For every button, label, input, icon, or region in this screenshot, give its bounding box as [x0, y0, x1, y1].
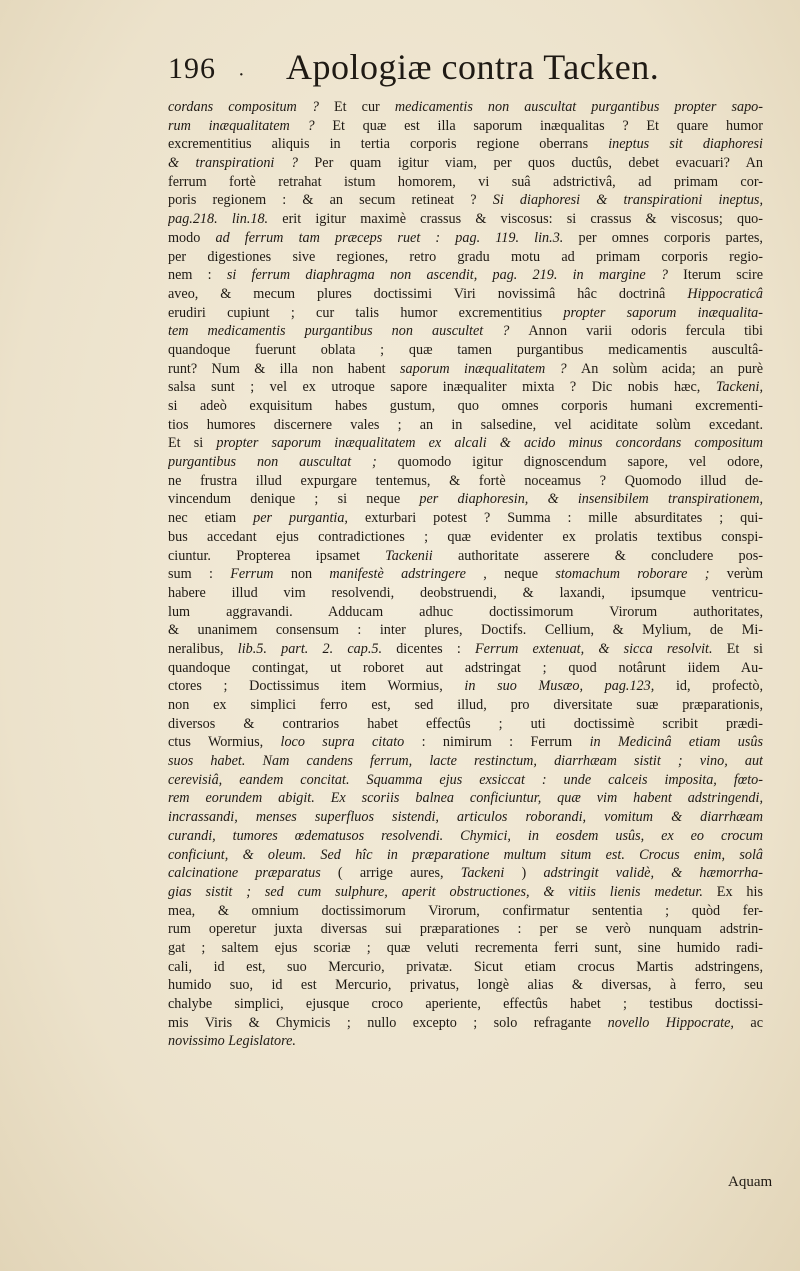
text-line: [168, 490, 763, 509]
text-run: ctores ; Doctissimus item Wormius,: [168, 678, 465, 695]
text-line: [168, 958, 763, 977]
text-line: [168, 173, 763, 192]
text-line: [168, 341, 763, 360]
text-line: [168, 659, 763, 678]
text-line: [168, 771, 763, 790]
italic-run: adstringit validè, & hæmorrha-: [543, 865, 763, 882]
text-line: [168, 191, 763, 210]
italic-run: conficiunt, & oleum. Sed hîc in præparatione multum situm est. Crocus enim, solâ: [168, 846, 763, 863]
italic-run: rum inæqualitatem ?: [168, 117, 333, 134]
text-line: [168, 397, 763, 416]
text-run: & unanimem consensum : inter plures, Doctifs. Cellium, & Mylium, de Mi-: [168, 622, 763, 639]
text-run: diversos & contrarios habet effectûs ; uti doctissimè scribit prædi-: [168, 715, 763, 732]
italic-run: per purgantia,: [253, 510, 365, 527]
text-line: [168, 827, 763, 846]
page-header: [168, 46, 728, 96]
text-line: [168, 285, 763, 304]
text-line: [168, 808, 763, 827]
text-run: Et si: [168, 435, 217, 452]
italic-run: novello Hippocrate,: [607, 1014, 751, 1031]
italic-run: lib.5. part. 2. cap.5.: [237, 640, 397, 657]
text-line: [168, 752, 763, 771]
italic-run: medicamentis non auscultat purgantibus propter sapo-: [394, 99, 763, 115]
text-line: [168, 920, 763, 939]
italic-run: Tackenii: [385, 547, 458, 564]
text-run: poris regionem : & an secum retineat ?: [168, 192, 493, 209]
text-line: [168, 715, 763, 734]
text-run: mea, & omnium doctissimorum Virorum, confirmatur sententia ; quòd fer-: [168, 902, 763, 919]
italic-run: novissimo Legislatore.: [168, 1033, 296, 1050]
header-separator: ·: [238, 64, 245, 86]
text-run: cali, id est, suo Mercurio, privatæ. Sicut etiam crocus Martis adstringens,: [168, 958, 763, 975]
text-run: : nimirum : Ferrum: [421, 734, 590, 751]
italic-run: & transpirationi ?: [168, 155, 315, 172]
text-run: ctus Wormius,: [168, 734, 281, 751]
text-run: rum operetur juxta diversas sui præparationes : per se verò nunquam adstrin-: [168, 921, 763, 938]
italic-run: pag.218. lin.18.: [168, 211, 283, 228]
text-line: [168, 528, 763, 547]
body-text: [168, 98, 763, 1051]
italic-run: Hippocraticâ: [687, 285, 763, 302]
text-run: Per quam igitur viam, per quos ductûs, debet evacuari? An: [314, 155, 763, 172]
text-run: authoritate asserere & concludere pos-: [457, 547, 763, 564]
text-run: non: [290, 566, 330, 583]
text-line: [168, 1032, 763, 1051]
text-line: [168, 360, 763, 379]
italic-run: curandi, tumores œdematusos resolvendi. Chymici, in eosdem usûs, ex eo crocum: [168, 827, 763, 844]
italic-run: si ferrum diaphragma non ascendit, pag. 219. in margine ?: [226, 267, 684, 284]
text-line: [168, 640, 763, 659]
text-run: si adeò exquisitum habes gustum, quo omnes corporis humani excrementi-: [168, 398, 763, 414]
text-run: salsa sunt ; vel ex utroque sapore inæqualiter mixta ? Dic nobis hæc,: [168, 379, 716, 396]
italic-run: Tackeni: [460, 865, 522, 882]
text-line: [168, 995, 763, 1014]
text-line: [168, 304, 763, 323]
text-run: aveo, & mecum plures doctissimi Viri novissimâ hâc doctrinâ: [168, 285, 688, 302]
italic-run: tem medicamentis purgantibus non auscultet ?: [168, 323, 529, 340]
italic-run: manifestè adstringere: [329, 566, 484, 583]
text-line: [168, 378, 763, 397]
italic-run: loco supra citato: [280, 734, 422, 751]
text-line: [168, 1014, 763, 1033]
text-run: tios humores discernere vales ; an in salsedine, vel aciditate solùm excedant.: [168, 416, 763, 433]
italic-run: ineptus sit diaphoresi: [608, 136, 763, 153]
text-line: [168, 135, 763, 154]
text-line: [168, 434, 763, 453]
text-line: [168, 902, 763, 921]
italic-run: stomachum roborare ;: [555, 566, 727, 583]
text-run: ciuntur. Propterea ipsamet: [168, 547, 386, 564]
text-run: sum :: [168, 566, 231, 583]
text-run: erit igitur maximè crassus & viscosus: si crassus & viscosus; quo-: [282, 211, 763, 228]
text-run: id, profectò,: [675, 678, 763, 695]
text-run: chalybe simplici, ejusque croco aperiente, effectûs habet ; testibus doctissi-: [168, 996, 763, 1012]
text-line: [168, 733, 763, 752]
italic-run: in suo Musæo, pag.123,: [464, 678, 676, 695]
text-line: [168, 472, 763, 491]
text-line: [168, 789, 763, 808]
italic-run: Ferrum extenuat, & sicca resolvit.: [475, 640, 727, 657]
text-run: quandoque contingat, ut roboret aut adstringat ; quod notârunt iidem Au-: [168, 659, 763, 676]
italic-run: Tackeni,: [715, 379, 763, 396]
text-run: mis Viris & Chymicis ; nullo excepto ; solo refragante: [168, 1014, 608, 1031]
text-run: nec etiam: [168, 510, 254, 527]
text-line: [168, 248, 763, 267]
text-run: nem :: [168, 267, 227, 284]
text-line: [168, 621, 763, 640]
italic-run: saporum inæqualitatem ?: [399, 360, 582, 377]
text-run: habere illud vim resolvendi, deobstruendi, & laxandi, ipsumque ventricu-: [168, 584, 763, 601]
text-line: [168, 939, 763, 958]
text-run: excrementitius aliquis in tertia corporis regione oberrans: [168, 136, 609, 153]
text-line: [168, 696, 763, 715]
italic-run: incrassandi, menses superfluos sistendi, articulos roborandi, vomitum & diarrhæam: [168, 809, 763, 826]
text-run: runt? Num & illa non habent: [168, 360, 400, 377]
text-run: Annon varii odoris fercula tibi: [528, 323, 763, 340]
text-run: ne frustra illud expurgare tentemus, & fortè noceamus ? Quomodo illud de-: [168, 472, 763, 489]
text-line: [168, 509, 763, 528]
text-run: dicentes :: [396, 640, 476, 657]
text-run: Et quæ est illa saporum inæqualitas ? Et quare humor: [332, 117, 763, 134]
text-run: non ex simplici ferro est, sed illud, pro diversitate suæ præparationis,: [168, 697, 763, 713]
text-line: [168, 547, 763, 566]
text-line: [168, 453, 763, 472]
text-line: [168, 603, 763, 622]
text-run: exturbari potest ? Summa : mille absurditates ; qui-: [364, 510, 763, 527]
italic-run: Ferrum: [230, 566, 291, 583]
text-line: [168, 117, 763, 136]
italic-run: ad ferrum tam præceps ruet : pag. 119. lin.3.: [215, 229, 579, 246]
page-number: 196: [168, 52, 216, 85]
italic-run: Si diaphoresi & transpirationi ineptus,: [492, 192, 763, 209]
text-run: gat ; saltem ejus scoriæ ; quæ veluti recrementa ferri sunt, sine humido radi-: [168, 939, 763, 956]
italic-run: propter saporum inæqualitatem ex alcali & acido minus concordans compositum: [216, 435, 763, 452]
italic-run: purgantibus non auscultat ;: [168, 454, 398, 471]
italic-run: per diaphoresin, & insensibilem transpirationem,: [419, 491, 763, 508]
text-run: , neque: [483, 566, 556, 583]
text-run: per omnes corporis partes,: [578, 229, 763, 246]
text-run: Et cur: [334, 99, 395, 115]
text-line: [168, 976, 763, 995]
text-run: Ex his: [716, 883, 763, 900]
text-run: bus accedant ejus contradictiones ; quæ evidenter ex prolatis textibus conspi-: [168, 528, 763, 545]
italic-run: rem eorundem abigit. Ex scoriis balnea conficiuntur, quæ vim habent adstringendi,: [168, 790, 763, 807]
text-line: [168, 322, 763, 341]
text-run: ferrum fortè retrahat istum homorem, vi suâ adstrictivâ, ad primam cor-: [168, 173, 763, 190]
text-run: Et si: [726, 640, 763, 657]
text-run: modo: [168, 229, 216, 246]
text-line: [168, 154, 763, 173]
italic-run: suos habet. Nam candens ferrum, lacte restinctum, diarrhæam sistit ; vino, aut: [168, 753, 763, 770]
text-run: quomodo igitur dignoscendum sapore, vel odore,: [397, 454, 763, 471]
text-run: ): [521, 865, 544, 882]
text-line: [168, 98, 763, 117]
text-run: An solùm acida; an purè: [581, 360, 763, 377]
italic-run: cerevisiâ, eandem concitat. Squamma ejus exsiccat : unde calceis imposita, fœto-: [168, 771, 763, 788]
text-run: verùm: [726, 566, 763, 583]
text-line: [168, 229, 763, 248]
text-line: [168, 210, 763, 229]
text-line: [168, 846, 763, 865]
text-run: ( arrige aures,: [337, 865, 461, 882]
catchword: Aquam: [728, 1174, 773, 1190]
text-line: [168, 266, 763, 285]
text-line: [168, 864, 763, 883]
text-run: vincendum denique ; si neque: [168, 491, 420, 508]
text-run: quandoque fuerunt oblata ; quæ tamen purgantibus medicamentis auscultâ-: [168, 341, 763, 358]
text-line: [168, 584, 763, 603]
running-title: Apologiæ contra Tacken.: [286, 47, 660, 87]
text-run: Iterum scire: [683, 267, 763, 284]
text-line: [168, 677, 763, 696]
text-line: [168, 565, 763, 584]
text-run: per digestiones sive regiones, retro gradu motu ad primam corporis regio-: [168, 248, 763, 265]
italic-run: calcinatione præparatus: [168, 865, 338, 882]
italic-run: in Medicinâ etiam usûs: [589, 734, 763, 751]
text-line: [168, 416, 763, 435]
italic-run: cordans compositum ?: [168, 99, 334, 115]
text-run: ac: [750, 1014, 763, 1031]
text-run: lum aggravandi. Adducam adhuc doctissimorum Virorum authoritates,: [168, 603, 763, 620]
text-line: [168, 883, 763, 902]
text-run: humido suo, id est Mercurio, privatus, longè alias & diversas, à ferro, seu: [168, 977, 763, 994]
italic-run: propter saporum inæqualita-: [563, 304, 763, 321]
text-run: neralibus,: [168, 640, 238, 657]
text-run: erudiri cupiunt ; cur talis humor excrementitius: [168, 304, 564, 321]
italic-run: gias sistit ; sed cum sulphure, aperit obstructiones, & vitiis lienis medetur.: [168, 883, 717, 900]
